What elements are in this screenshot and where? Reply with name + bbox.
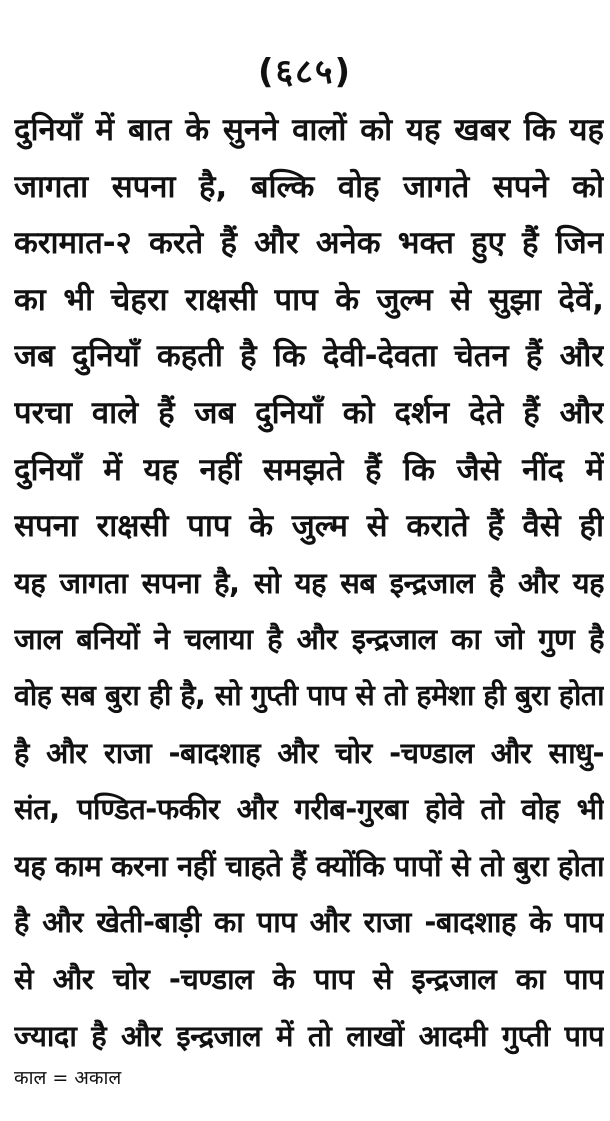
text-line-2: जागता सपना है, बल्कि वोह जागते सपने को (14, 168, 604, 205)
text-line-4: का भी चेहरा राक्षसी पाप के जुल्म से सुझा देवें, (14, 281, 604, 318)
text-line-9: यह जागता सपना है, सो यह सब इन्द्रजाल है और यह (14, 565, 604, 600)
text-line-6: परचा वाले हैं जब दुनियाँ को दर्शन देते हैं और (14, 394, 604, 431)
text-line-7: दुनियाँ में यह नहीं समझते हैं कि जैसे नींद में (14, 451, 604, 488)
text-line-15: है और खेती-बाड़ी का पाप और राजा -बादशाह के पाप (14, 905, 604, 940)
footnote: काल = अकाल (14, 1067, 122, 1089)
text-line-5: जब दुनियाँ कहती है कि देवी-देवता चेतन हैं और (14, 338, 604, 375)
text-line-1: दुनियाँ में बात के सुनने वालों को यह खबर कि यह (14, 112, 604, 148)
text-line-10: जाल बनियों ने चलाया है और इन्द्रजाल का जो गुण है (14, 622, 604, 657)
text-line-3: करामात-२ करते हैं और अनेक भक्त हुए हैं जिन (14, 225, 604, 262)
text-line-11: वोह सब बुरा ही है, सो गुप्ती पाप से तो हमेशा ही बुरा होता (14, 678, 604, 712)
text-line-12: है और राजा -बादशाह और चोर -चण्डाल और साधु- (14, 735, 604, 770)
text-line-17: ज्यादा है और इन्द्रजाल में तो लाखों आदमी गुप्ती पाप (14, 1018, 604, 1053)
text-line-14: यह काम करना नहीं चाहते हैं क्योंकि पापों से तो बुरा होता (14, 848, 604, 883)
text-line-13: संत, पण्डित-फकीर और गरीब-गुरबा होवे तो वोह भी (14, 792, 604, 827)
text-line-8: सपना राक्षसी पाप के जुल्म से कराते हैं वैसे ही (14, 508, 604, 545)
body-text (14, 102, 604, 1064)
page-number: (६८५) (257, 52, 353, 92)
text-line-16: से और चोर -चण्डाल के पाप से इन्द्रजाल का पाप (14, 961, 604, 996)
